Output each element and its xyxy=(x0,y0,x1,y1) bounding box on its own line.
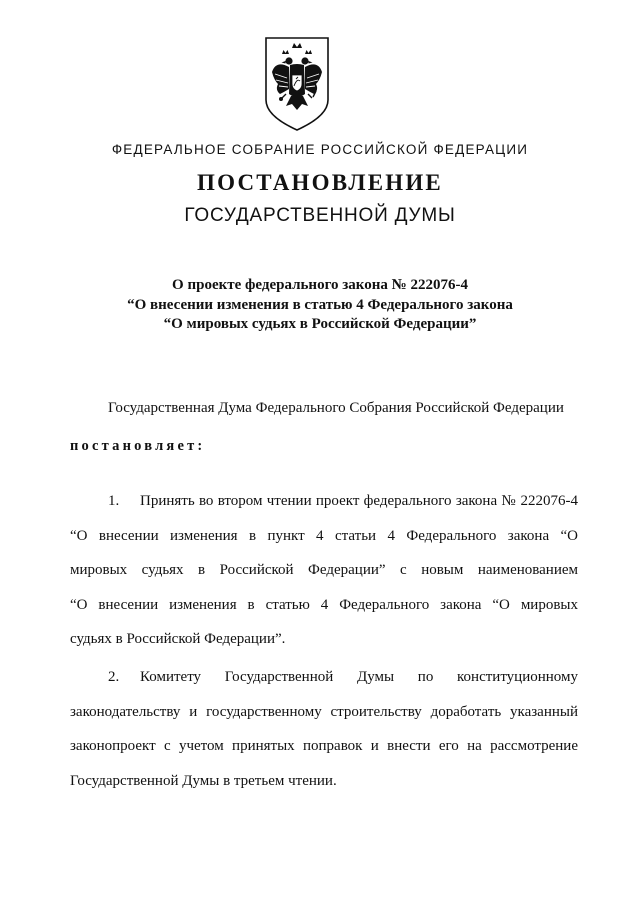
resolution-line-text: Комитету Государственной Думы по конституционному xyxy=(140,669,578,685)
resolution-line: Государственной Думы в третьем чтении. xyxy=(70,772,337,789)
preamble-text: Государственная Дума Федерального Собрания Российской Федерации xyxy=(108,400,564,416)
issuing-body: ФЕДЕРАЛЬНОЕ СОБРАНИЕ РОССИЙСКОЙ ФЕДЕРАЦИИ xyxy=(111,142,529,157)
resolves-keyword: постановляет: xyxy=(70,438,206,454)
resolution-line xyxy=(70,669,578,704)
document-type-title: ПОСТАНОВЛЕНИЕ xyxy=(197,170,443,195)
resolution-line: “О внесении изменения в пункт 4 статьи 4 Федерального закона “О xyxy=(70,527,578,544)
resolution-line: законодательству и государственному строительству доработать указанный xyxy=(70,703,578,720)
subject-line: О проекте федерального закона № 222076-4 xyxy=(172,277,468,293)
resolution-line: “О внесении изменения в статью 4 Федерального закона “О мировых xyxy=(70,596,578,613)
item-number: 2. xyxy=(108,669,120,685)
russian-coat-of-arms-icon xyxy=(262,34,332,134)
resolution-line-text: Принять во втором чтении проект федерального закона № 222076-4 xyxy=(140,493,578,509)
item-number: 1. xyxy=(108,493,120,509)
subject-line: “О мировых судьях в Российской Федерации” xyxy=(163,316,477,332)
resolution-line: законопроект с учетом принятых поправок и внести его на рассмотрение xyxy=(70,738,578,754)
document-issuer-subtitle: ГОСУДАРСТВЕННОЙ ДУМЫ xyxy=(184,205,456,226)
resolution-item-2 xyxy=(70,669,578,807)
subject-heading xyxy=(0,276,640,335)
resolution-line xyxy=(70,493,578,528)
resolution-line: судьях в Российской Федерации”. xyxy=(70,631,286,647)
resolution-line: мировых судьях в Российской Федерации” с новым наименованием xyxy=(70,562,578,578)
subject-line: “О внесении изменения в статью 4 Федерального закона xyxy=(127,296,513,313)
resolution-item-1 xyxy=(70,493,578,666)
